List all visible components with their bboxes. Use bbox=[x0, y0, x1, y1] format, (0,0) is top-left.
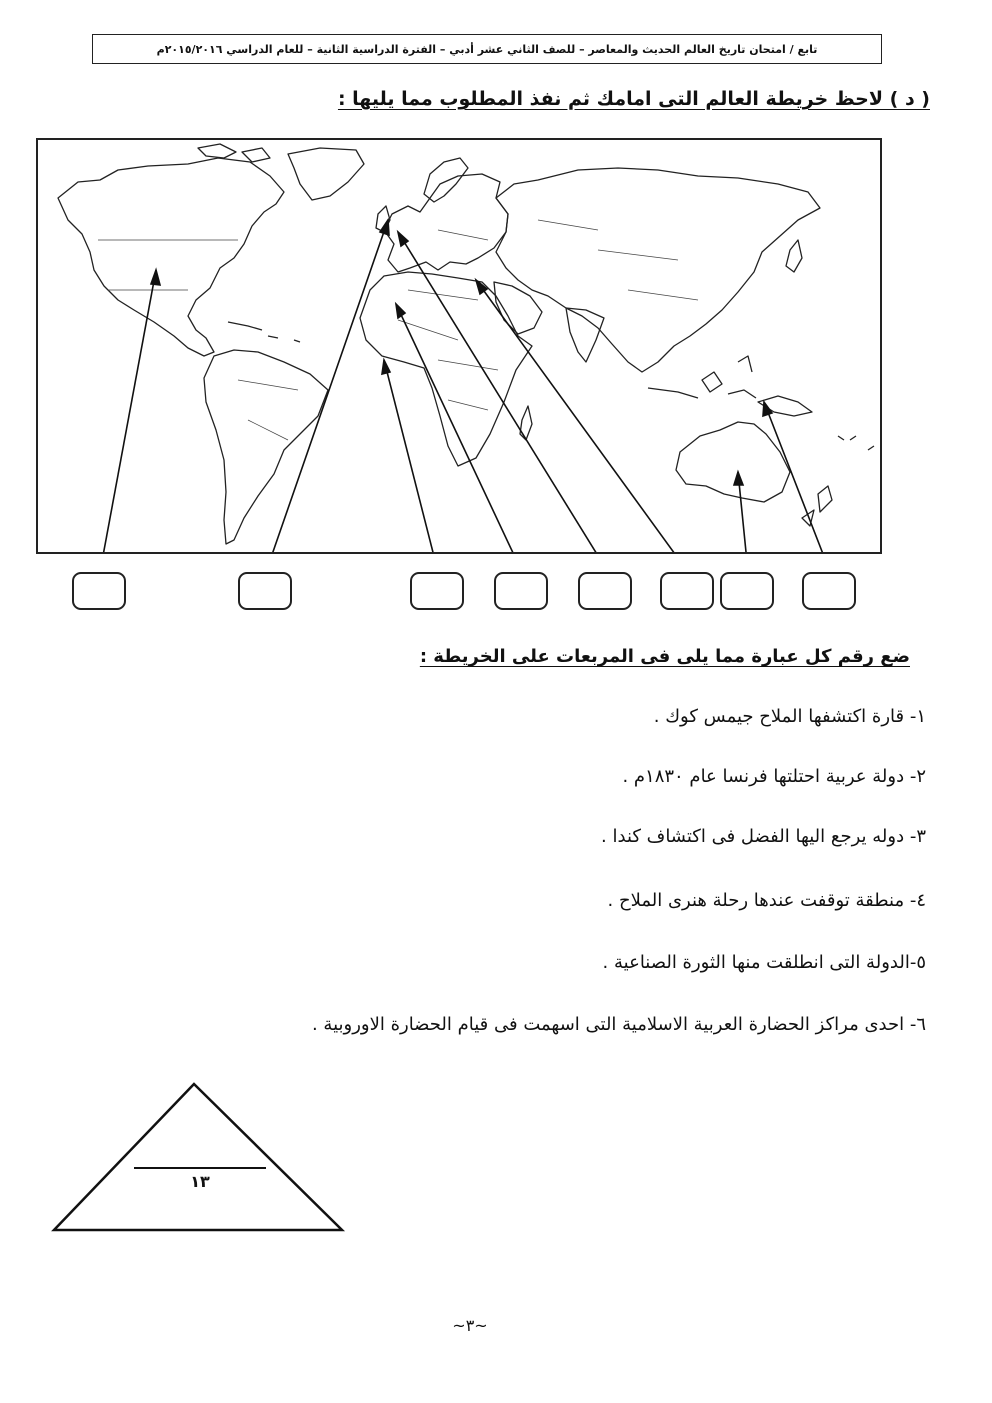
world-map bbox=[36, 138, 882, 554]
arabia-outline bbox=[494, 282, 542, 334]
madagascar-outline bbox=[520, 406, 532, 440]
world-map-outline bbox=[38, 140, 880, 552]
india-outline bbox=[566, 308, 604, 362]
exam-header bbox=[92, 34, 882, 64]
answer-box-4[interactable] bbox=[494, 572, 548, 610]
caribbean-outline bbox=[228, 322, 300, 342]
statement-2: ٢- دولة عربية احتلتها فرنسا عام ١٨٣٠م . bbox=[622, 766, 926, 787]
australia-outline bbox=[676, 422, 790, 502]
answer-box-1[interactable] bbox=[72, 572, 126, 610]
statement-5: ٥-الدولة التى انطلقت منها الثورة الصناعية . bbox=[602, 952, 926, 973]
page-number: ~٣~ bbox=[452, 1316, 488, 1335]
pointer-arrows bbox=[100, 220, 830, 552]
statement-1: ١- قارة اكتشفها الملاح جيمس كوك . bbox=[653, 706, 926, 727]
scandinavia-outline bbox=[424, 158, 468, 202]
answer-box-8[interactable] bbox=[802, 572, 856, 610]
indonesia-outline bbox=[648, 356, 756, 398]
section-title: ( د ) لاحظ خريطة العالم التى امامك ثم نفذ المطلوب مما يليها : bbox=[337, 88, 930, 110]
europe-outline bbox=[384, 174, 508, 272]
answer-box-7[interactable] bbox=[720, 572, 774, 610]
japan-outline bbox=[786, 240, 802, 272]
statement-6: ٦- احدى مراكز الحضارة العربية الاسلامية التى اسهمت فى قيام الحضارة الاوروبية . bbox=[311, 1014, 926, 1035]
exam-header-text: تابع / امتحان تاريخ العالم الحديث والمعاصر – للصف الثاني عشر أدبي – الفترة الدراسية الثانية – للعام الدراسي ٢٠١٥/٢٠١٦م bbox=[156, 42, 818, 56]
new-zealand-outline bbox=[802, 486, 832, 526]
score-triangle bbox=[46, 1080, 356, 1240]
instruction-text: ضع رقم كل عبارة مما يلى فى المربعات على الخريطة : bbox=[419, 646, 910, 667]
answer-box-2[interactable] bbox=[238, 572, 292, 610]
statement-4: ٤- منطقة توقفت عندها رحلة هنرى الملاح . bbox=[607, 890, 926, 911]
answer-box-3[interactable] bbox=[410, 572, 464, 610]
answer-box-6[interactable] bbox=[660, 572, 714, 610]
asia-outline bbox=[496, 168, 820, 372]
statement-3: ٣- دوله يرجع اليها الفضل فى اكتشاف كندا . bbox=[601, 826, 926, 847]
score-value: ١٣ bbox=[190, 1172, 210, 1191]
answer-box-5[interactable] bbox=[578, 572, 632, 610]
pacific-islands-outline bbox=[838, 436, 874, 450]
greenland-outline bbox=[288, 148, 364, 200]
country-borders bbox=[98, 220, 698, 440]
